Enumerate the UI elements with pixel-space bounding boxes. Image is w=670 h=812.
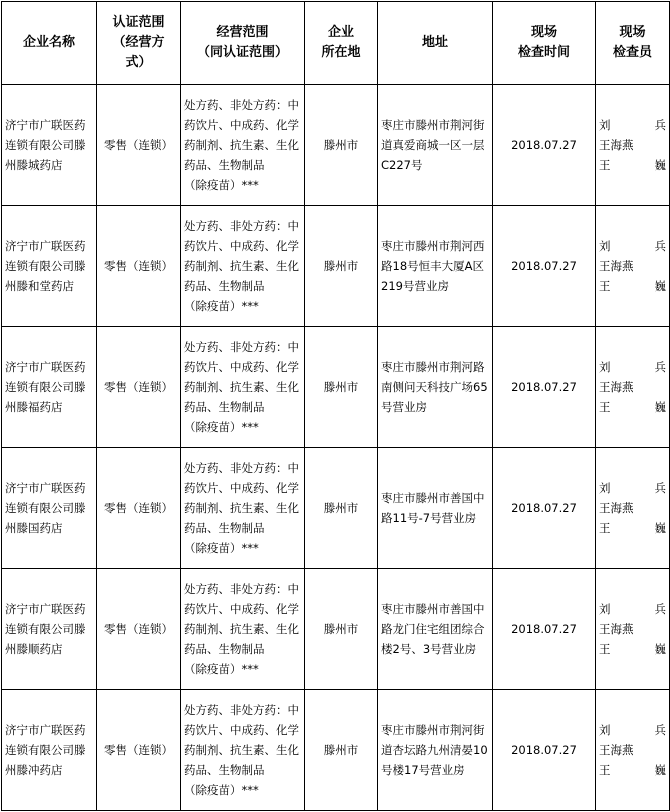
header-location-line: 企业 (327, 25, 354, 40)
inspectors-cell (596, 327, 670, 448)
cert-scope-cell: 零售（连锁） (97, 85, 181, 206)
inspector-name-part: 巍 (654, 521, 666, 535)
address-cell: 枣庄市滕州市善国中路龙门住宅组团综合楼2号、3号营业房 (378, 569, 493, 690)
location-cell: 滕州市 (305, 85, 378, 206)
inspector-name (599, 599, 666, 619)
header-inspectors-line: 检查员 (612, 45, 652, 60)
cert-scope-cell: 零售（连锁） (97, 569, 181, 690)
business-scope-cell: 处方药、非处方药：中药饮片、中成药、化学药制剂、抗生素、生化药品、生物制品 （除疫苗）*** (181, 206, 305, 327)
enterprise-name-cell: 济宁市广联医药连锁有限公司滕州滕冲药店 (2, 690, 97, 811)
inspector-name-part: 王 (599, 521, 611, 535)
inspector-name (599, 478, 666, 498)
inspector-name-part: 兵 (654, 481, 666, 495)
header-cert-scope-line: 式） (125, 55, 152, 70)
header-enterprise-name: 企业名称 (2, 2, 97, 85)
inspector-name-part: 刘 (599, 239, 611, 253)
inspector-name-part: 刘 (599, 481, 611, 495)
business-scope-cell: 处方药、非处方药：中药饮片、中成药、化学药制剂、抗生素、生化药品、生物制品 （除疫苗）*** (181, 448, 305, 569)
business-scope-cell: 处方药、非处方药：中药饮片、中成药、化学药制剂、抗生素、生化药品、生物制品 （除疫苗）*** (181, 327, 305, 448)
inspector-name: 王海燕 (599, 743, 634, 757)
inspect-time-cell: 2018.07.27 (493, 448, 596, 569)
business-scope-cell: 处方药、非处方药：中药饮片、中成药、化学药制剂、抗生素、生化药品、生物制品 （除疫苗）*** (181, 85, 305, 206)
header-row (2, 2, 670, 85)
inspection-table (1, 1, 670, 811)
header-inspect-time-line: 检查时间 (517, 45, 570, 60)
inspect-time-cell: 2018.07.27 (493, 327, 596, 448)
table-row (2, 85, 670, 206)
table-row (2, 448, 670, 569)
cert-scope-cell: 零售（连锁） (97, 327, 181, 448)
inspector-name-part: 巍 (654, 279, 666, 293)
inspector-name: 王海燕 (599, 622, 634, 636)
header-address: 地址 (378, 2, 493, 85)
location-cell: 滕州市 (305, 206, 378, 327)
inspector-name-part: 兵 (654, 723, 666, 737)
inspector-name-part: 王 (599, 400, 611, 414)
inspectors-cell (596, 569, 670, 690)
header-business-scope-line: （同认证范围） (196, 45, 288, 60)
header-inspectors-line: 现场 (619, 25, 646, 40)
inspector-name-part: 刘 (599, 602, 611, 616)
inspector-name-part: 兵 (654, 602, 666, 616)
inspectors-cell (596, 690, 670, 811)
location-cell: 滕州市 (305, 569, 378, 690)
inspector-name-part: 巍 (654, 642, 666, 656)
table-body (2, 85, 670, 811)
address-cell: 枣庄市滕州市荆河街道真爱商城一区一层C227号 (378, 85, 493, 206)
inspect-time-cell: 2018.07.27 (493, 206, 596, 327)
inspector-name-part: 巍 (654, 400, 666, 414)
inspector-name-part: 巍 (654, 763, 666, 777)
address-cell: 枣庄市滕州市荆河西路18号恒丰大厦A区219号营业房 (378, 206, 493, 327)
inspector-name-part: 王 (599, 279, 611, 293)
enterprise-name-cell: 济宁市广联医药连锁有限公司滕州滕国药店 (2, 448, 97, 569)
inspector-name (599, 276, 666, 296)
inspector-name (599, 720, 666, 740)
inspector-name-part: 兵 (654, 360, 666, 374)
inspector-name (599, 760, 666, 780)
inspector-name (599, 518, 666, 538)
inspector-name (599, 115, 666, 135)
inspector-name-part: 刘 (599, 118, 611, 132)
inspector-name-part: 王 (599, 642, 611, 656)
inspector-name-part: 兵 (654, 118, 666, 132)
inspectors-cell (596, 206, 670, 327)
location-cell: 滕州市 (305, 690, 378, 811)
inspector-name (599, 236, 666, 256)
enterprise-name-cell: 济宁市广联医药连锁有限公司滕州滕顺药店 (2, 569, 97, 690)
inspectors-cell (596, 85, 670, 206)
inspector-name-part: 刘 (599, 723, 611, 737)
header-cert-scope-line: （经营方 (112, 35, 165, 50)
address-cell: 枣庄市滕州市荆河路南侧问天科技广场65号营业房 (378, 327, 493, 448)
header-cert-scope-line: 认证范围 (112, 15, 165, 30)
inspector-name: 王海燕 (599, 380, 634, 394)
header-inspect-time-line: 现场 (530, 25, 557, 40)
table-row (2, 569, 670, 690)
inspector-name-part: 王 (599, 158, 611, 172)
table-row (2, 327, 670, 448)
inspector-name (599, 397, 666, 417)
inspector-name-part: 刘 (599, 360, 611, 374)
location-cell: 滕州市 (305, 448, 378, 569)
address-cell: 枣庄市滕州市荆河街道杏坛路九州清晏10号楼17号营业房 (378, 690, 493, 811)
enterprise-name-cell: 济宁市广联医药连锁有限公司滕州滕福药店 (2, 327, 97, 448)
header-location (305, 2, 378, 85)
table-row (2, 690, 670, 811)
header-business-scope-line: 经营范围 (216, 25, 269, 40)
header-business-scope (181, 2, 305, 85)
inspector-name-part: 巍 (654, 158, 666, 172)
enterprise-name-cell: 济宁市广联医药连锁有限公司滕州滕和堂药店 (2, 206, 97, 327)
cert-scope-cell: 零售（连锁） (97, 206, 181, 327)
location-cell: 滕州市 (305, 327, 378, 448)
business-scope-cell: 处方药、非处方药：中药饮片、中成药、化学药制剂、抗生素、生化药品、生物制品 （除疫苗）*** (181, 690, 305, 811)
inspector-name-part: 王 (599, 763, 611, 777)
header-inspectors (596, 2, 670, 85)
inspectors-cell (596, 448, 670, 569)
header-cert-scope (97, 2, 181, 85)
inspect-time-cell: 2018.07.27 (493, 690, 596, 811)
inspector-name (599, 155, 666, 175)
cert-scope-cell: 零售（连锁） (97, 448, 181, 569)
inspector-name: 王海燕 (599, 259, 634, 273)
inspector-name-part: 兵 (654, 239, 666, 253)
business-scope-cell: 处方药、非处方药：中药饮片、中成药、化学药制剂、抗生素、生化药品、生物制品 （除疫苗）*** (181, 569, 305, 690)
inspector-name (599, 639, 666, 659)
header-location-line: 所在地 (321, 45, 361, 60)
inspector-name: 王海燕 (599, 138, 634, 152)
inspect-time-cell: 2018.07.27 (493, 569, 596, 690)
inspect-time-cell: 2018.07.27 (493, 85, 596, 206)
inspector-name (599, 357, 666, 377)
inspector-name: 王海燕 (599, 501, 634, 515)
address-cell: 枣庄市滕州市善国中路11号-7号营业房 (378, 448, 493, 569)
table-row (2, 206, 670, 327)
header-inspect-time (493, 2, 596, 85)
cert-scope-cell: 零售（连锁） (97, 690, 181, 811)
enterprise-name-cell: 济宁市广联医药连锁有限公司滕州滕城药店 (2, 85, 97, 206)
